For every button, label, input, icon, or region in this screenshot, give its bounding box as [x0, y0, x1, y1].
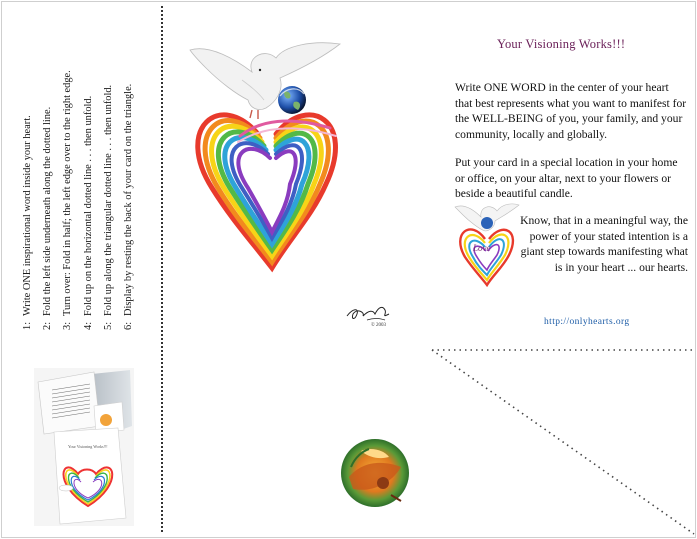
instruction-item: 4:Fold up on the horizontal dotted line . . . then unfold. [82, 95, 94, 330]
instruction-item: 6:Display by resting the back of your card on the triangle. [123, 83, 135, 330]
paragraph-two: Put your card in a special location in your home or office, on your altar, next to your flowers or beside a beautiful candle. [455, 156, 678, 201]
love-word: Love [473, 243, 491, 253]
instruction-item: 3:Turn over: Fold in half; the left edge over to the right edge. [62, 70, 74, 330]
svg-text:Your Visioning Works!!!: Your Visioning Works!!! [68, 444, 108, 449]
card-title: Your Visioning Works!!! [497, 37, 626, 51]
know-paragraph: Know, that in a meaningful way, the power of your stated intention is a giant step towards manifesting what is in your heart ... our hearts. [520, 214, 688, 274]
instruction-item: 5:Fold up along the triangular dotted line . . . then unfold. [102, 84, 114, 330]
instruction-item: 2:Fold the left side underneath along the dotted line. [42, 106, 54, 330]
copyright-text: © 2003 [371, 323, 387, 328]
website-link[interactable]: http://onlyhearts.org [544, 317, 630, 327]
medallion-image [339, 437, 411, 513]
paragraph-one: Write ONE WORD in the center of your heart that best represents what you want to manifest for the WELL-BEING of you, your family, and your community, locally and globally. [455, 81, 687, 141]
instruction-item: 1:Write ONE inspirational word inside your heart. [22, 115, 33, 330]
